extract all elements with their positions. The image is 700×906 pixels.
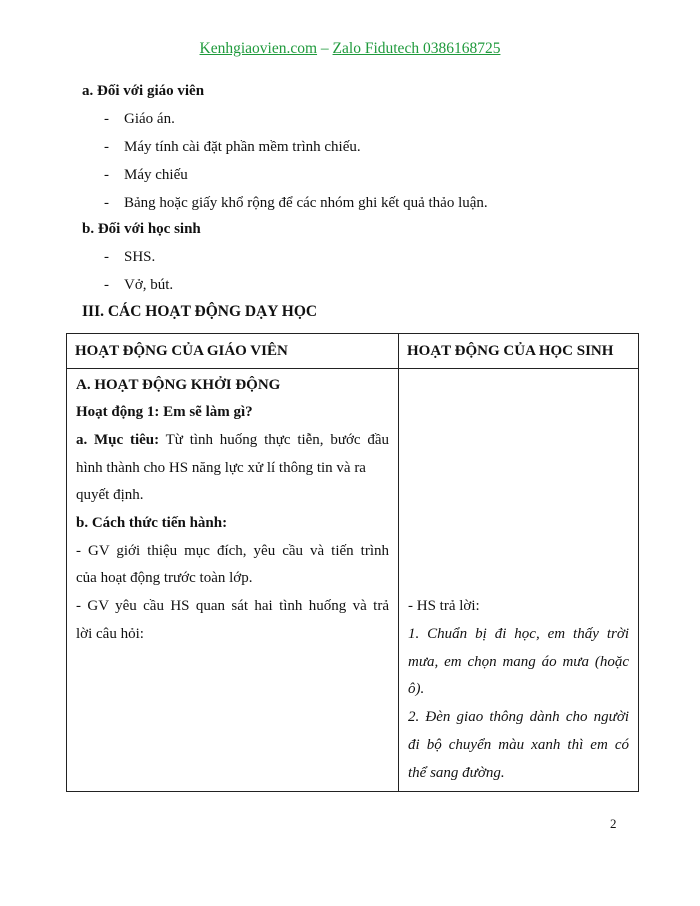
student-column-header: HOẠT ĐỘNG CỦA HỌC SINH [399,334,639,369]
list-item: - SHS. [104,243,173,271]
list-item: - Vở, bút. [104,271,173,299]
goal-line-2: hình thành cho HS năng lực xử lí thông tin và ra [76,460,366,476]
teacher-materials-list [104,105,488,217]
activity-title: Hoạt động 1: Em sẽ làm gì? [76,404,253,420]
header-contact-link[interactable]: Zalo Fidutech 0386168725 [332,40,501,57]
step2-line-2: lời câu hỏi: [76,626,144,642]
step1-line-2: của hoạt động trước toàn lớp. [76,570,253,586]
student-activity-cell [399,369,639,792]
table-row [67,369,639,792]
header-site-link[interactable]: Kenhgiaovien.com [199,40,318,57]
header-separator: – [317,40,333,57]
goal-line-1 [76,432,389,449]
student-materials-list [104,243,173,299]
goal-label: a. Mục tiêu: [76,432,160,448]
answer1-line-3: ô). [408,681,425,697]
answer-intro: - HS trả lời: [408,598,480,614]
teacher-section-heading: a. Đối với giáo viên [82,83,205,99]
answer2-line-1: 2. Đèn giao thông dành cho người [408,709,629,725]
list-item: - Máy tính cài đặt phần mềm trình chiếu. [104,133,488,161]
goal-line-3: quyết định. [76,487,144,503]
student-section-heading: b. Đối với học sinh [82,221,201,237]
page-header [0,40,700,58]
goal-text: Từ tình huống thực tiễn, bước đầu [159,432,389,448]
answer2-line-3: thể sang đường. [408,765,505,781]
list-item: - Giáo án. [104,105,488,133]
answer1-line-1: 1. Chuẩn bị đi học, em thấy trời [408,626,629,642]
list-item: - Máy chiếu [104,161,488,189]
activities-table [66,333,639,792]
step1-line-1: - GV giới thiệu mục đích, yêu cầu và tiến trình [76,543,389,559]
list-item: - Bảng hoặc giấy khổ rộng để các nhóm ghi kết quả thảo luận. [104,189,488,217]
method-label: b. Cách thức tiến hành: [76,515,228,531]
step2-line-1: - GV yêu cầu HS quan sát hai tình huống và trả [76,598,389,614]
teacher-activity-cell [67,369,399,792]
table-header-row [67,334,639,369]
answer1-line-2: mưa, em chọn mang áo mưa (hoặc [408,654,629,670]
section-title: A. HOẠT ĐỘNG KHỞI ĐỘNG [76,377,281,393]
page-number: 2 [610,816,617,831]
activities-heading: III. CÁC HOẠT ĐỘNG DẠY HỌC [82,303,318,320]
teacher-column-header: HOẠT ĐỘNG CỦA GIÁO VIÊN [67,334,399,369]
answer2-line-2: đi bộ chuyển màu xanh thì em có [408,737,629,753]
